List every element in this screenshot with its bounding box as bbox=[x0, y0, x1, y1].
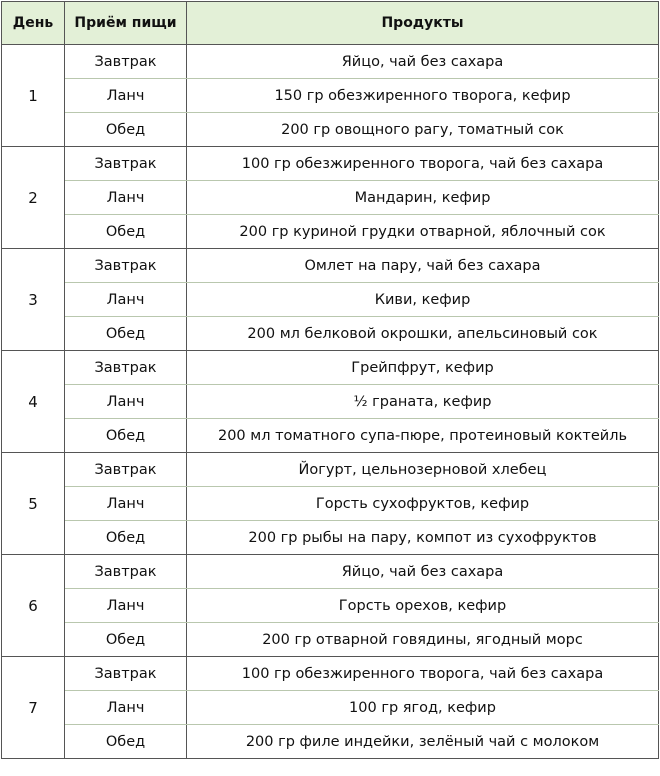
products-cell: Яйцо, чай без сахара bbox=[187, 45, 659, 79]
diet-table bbox=[1, 1, 659, 759]
table-row bbox=[2, 113, 659, 147]
products-cell: Горсть сухофруктов, кефир bbox=[187, 487, 659, 521]
header-row bbox=[2, 2, 659, 45]
day-number-cell: 5 bbox=[2, 453, 65, 555]
products-cell: 200 гр овощного рагу, томатный сок bbox=[187, 113, 659, 147]
meal-cell: Обед bbox=[65, 215, 187, 249]
day-number-cell: 3 bbox=[2, 249, 65, 351]
table-row bbox=[2, 521, 659, 555]
table-row bbox=[2, 487, 659, 521]
products-cell: 200 мл томатного супа-пюре, протеиновый коктейль bbox=[187, 419, 659, 453]
products-cell: Горсть орехов, кефир bbox=[187, 589, 659, 623]
meal-cell: Ланч bbox=[65, 385, 187, 419]
table-row bbox=[2, 657, 659, 691]
meal-cell: Завтрак bbox=[65, 249, 187, 283]
meal-cell: Завтрак bbox=[65, 351, 187, 385]
table-row bbox=[2, 249, 659, 283]
table-header bbox=[2, 2, 659, 45]
table-row bbox=[2, 555, 659, 589]
products-cell: 100 гр обезжиренного творога, чай без сахара bbox=[187, 147, 659, 181]
meal-cell: Обед bbox=[65, 623, 187, 657]
meal-cell: Завтрак bbox=[65, 555, 187, 589]
table-row bbox=[2, 181, 659, 215]
products-cell: 200 гр рыбы на пару, компот из сухофруктов bbox=[187, 521, 659, 555]
products-cell: Мандарин, кефир bbox=[187, 181, 659, 215]
table-body bbox=[2, 45, 659, 759]
header-meal: Приём пищи bbox=[65, 2, 187, 45]
meal-cell: Завтрак bbox=[65, 147, 187, 181]
meal-cell: Обед bbox=[65, 113, 187, 147]
table-row bbox=[2, 725, 659, 759]
meal-cell: Ланч bbox=[65, 283, 187, 317]
table-row bbox=[2, 691, 659, 725]
table-row bbox=[2, 317, 659, 351]
products-cell: ½ граната, кефир bbox=[187, 385, 659, 419]
meal-cell: Обед bbox=[65, 317, 187, 351]
products-cell: 200 гр отварной говядины, ягодный морс bbox=[187, 623, 659, 657]
meal-cell: Ланч bbox=[65, 589, 187, 623]
products-cell: 200 мл белковой окрошки, апельсиновый сок bbox=[187, 317, 659, 351]
products-cell: Омлет на пару, чай без сахара bbox=[187, 249, 659, 283]
products-cell: 200 гр куриной грудки отварной, яблочный сок bbox=[187, 215, 659, 249]
header-day: День bbox=[2, 2, 65, 45]
table-row bbox=[2, 623, 659, 657]
meal-cell: Обед bbox=[65, 725, 187, 759]
products-cell: Киви, кефир bbox=[187, 283, 659, 317]
meal-cell: Ланч bbox=[65, 79, 187, 113]
table-row bbox=[2, 45, 659, 79]
meal-cell: Ланч bbox=[65, 691, 187, 725]
day-number-cell: 4 bbox=[2, 351, 65, 453]
products-cell: Грейпфрут, кефир bbox=[187, 351, 659, 385]
meal-cell: Ланч bbox=[65, 487, 187, 521]
table-row bbox=[2, 453, 659, 487]
meal-cell: Обед bbox=[65, 419, 187, 453]
products-cell: 100 гр обезжиренного творога, чай без сахара bbox=[187, 657, 659, 691]
meal-cell: Обед bbox=[65, 521, 187, 555]
products-cell: 150 гр обезжиренного творога, кефир bbox=[187, 79, 659, 113]
products-cell: Йогурт, цельнозерновой хлебец bbox=[187, 453, 659, 487]
meal-cell: Завтрак bbox=[65, 657, 187, 691]
table-row bbox=[2, 215, 659, 249]
header-products: Продукты bbox=[187, 2, 659, 45]
table-row bbox=[2, 147, 659, 181]
products-cell: Яйцо, чай без сахара bbox=[187, 555, 659, 589]
table-row bbox=[2, 351, 659, 385]
day-number-cell: 7 bbox=[2, 657, 65, 759]
table-row bbox=[2, 385, 659, 419]
day-number-cell: 6 bbox=[2, 555, 65, 657]
meal-cell: Ланч bbox=[65, 181, 187, 215]
day-number-cell: 2 bbox=[2, 147, 65, 249]
meal-cell: Завтрак bbox=[65, 45, 187, 79]
table-row bbox=[2, 79, 659, 113]
products-cell: 100 гр ягод, кефир bbox=[187, 691, 659, 725]
day-number-cell: 1 bbox=[2, 45, 65, 147]
table-row bbox=[2, 283, 659, 317]
table-row bbox=[2, 419, 659, 453]
table-row bbox=[2, 589, 659, 623]
products-cell: 200 гр филе индейки, зелёный чай с молоком bbox=[187, 725, 659, 759]
meal-cell: Завтрак bbox=[65, 453, 187, 487]
